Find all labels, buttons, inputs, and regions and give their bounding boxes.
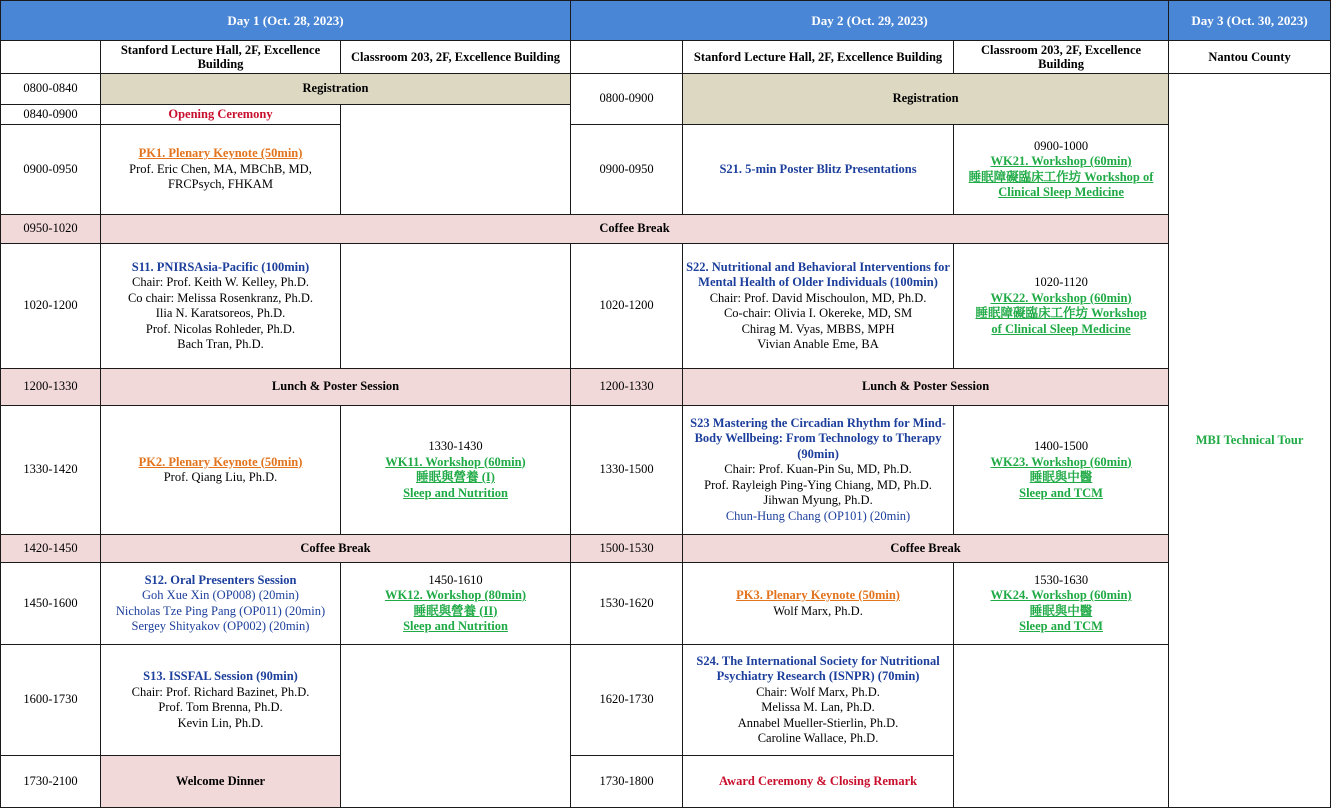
s12-line1: Goh Xue Xin (OP008) (20min) <box>142 588 299 602</box>
s11-line1: Chair: Prof. Keith W. Kelley, Ph.D. <box>132 275 309 289</box>
s24-line4: Caroline Wallace, Ph.D. <box>757 731 879 745</box>
wk23-title: WK23. Workshop (60min) <box>990 454 1132 469</box>
s13-line3: Kevin Lin, Ph.D. <box>177 715 264 730</box>
day1-pk2-cell <box>101 406 341 535</box>
day1-wk12-cell <box>341 563 571 645</box>
day2-s22-cell <box>683 244 954 369</box>
day2-s21-cell: S21. 5-min Poster Blitz Presentations <box>683 125 954 215</box>
day3-venue-nantou: Nantou County <box>1169 41 1331 74</box>
s24-line3: Annabel Mueller-Stierlin, Ph.D. <box>737 715 899 730</box>
wk23-en: Sleep and TCM <box>1019 485 1103 500</box>
day1-lunch: Lunch & Poster Session <box>101 369 571 406</box>
wk12-time: 1450-1610 <box>428 572 483 587</box>
wk12-title: WK12. Workshop (80min) <box>384 588 527 602</box>
day2-wk21-cell <box>954 125 1169 215</box>
pk3-speaker: Wolf Marx, Ph.D. <box>773 603 863 618</box>
day2-venue-stanford: Stanford Lecture Hall, 2F, Excellence Building <box>683 41 954 74</box>
wk24-time: 1530-1630 <box>1033 572 1089 587</box>
wk22-line1: 睡眠障礙臨床工作坊 Workshop <box>975 306 1147 320</box>
wk12-zh: 睡眠與營養 (II) <box>413 603 498 618</box>
day2-closing-ceremony: Award Ceremony & Closing Remark <box>683 756 954 808</box>
day1-s11-cell <box>101 244 341 369</box>
s11-line5: Bach Tran, Ph.D. <box>177 337 264 351</box>
day2-time-1530: 1530-1620 <box>571 563 683 645</box>
day3-header: Day 3 (Oct. 30, 2023) <box>1169 1 1331 41</box>
day1-wk11-cell <box>341 406 571 535</box>
s13-line2: Prof. Tom Brenna, Ph.D. <box>158 700 283 714</box>
pk3-title: PK3. Plenary Keynote (50min) <box>736 588 900 602</box>
s11-title: S11. PNIRSAsia-Pacific (100min) <box>131 259 310 274</box>
wk21-title: WK21. Workshop (60min) <box>990 154 1132 168</box>
day1-registration: Registration <box>101 74 571 105</box>
day1-time-0950: 0950-1020 <box>1 215 101 244</box>
day2-time-1330: 1330-1500 <box>571 406 683 535</box>
wk11-time: 1330-1430 <box>428 439 483 453</box>
s11-line4: Prof. Nicolas Rohleder, Ph.D. <box>145 321 296 336</box>
day2-wk24-cell <box>954 563 1169 645</box>
s24-line1: Chair: Wolf Marx, Ph.D. <box>756 684 880 699</box>
wk24-en: Sleep and TCM <box>1019 619 1103 633</box>
day1-header: Day 1 (Oct. 28, 2023) <box>1 1 571 41</box>
day1-time-1420: 1420-1450 <box>1 535 101 563</box>
day1-time-header <box>1 41 101 74</box>
day1-time-1730: 1730-2100 <box>1 756 101 808</box>
day1-classroom-empty-morning <box>341 105 571 215</box>
wk21-line1: 睡眠障礙臨床工作坊 Workshop of <box>968 169 1154 184</box>
wk11-title: WK11. Workshop (60min) <box>385 454 526 469</box>
day2-time-1730: 1730-1800 <box>571 756 683 808</box>
s11-line2: Co chair: Melissa Rosenkranz, Ph.D. <box>127 290 314 305</box>
day1-time-1600: 1600-1730 <box>1 645 101 756</box>
wk23-time: 1400-1500 <box>1033 439 1089 453</box>
day1-time-0800: 0800-0840 <box>1 74 101 105</box>
pk1-speaker-line2: FRCPsych, FHKAM <box>168 177 273 192</box>
day2-s24-cell <box>683 645 954 756</box>
day1-classroom-empty-1020 <box>341 244 571 369</box>
day1-welcome-dinner: Welcome Dinner <box>101 756 341 808</box>
day1-venue-classroom: Classroom 203, 2F, Excellence Building <box>341 41 571 74</box>
day1-time-0840: 0840-0900 <box>1 105 101 125</box>
s24-line2: Melissa M. Lan, Ph.D. <box>761 700 875 714</box>
pk1-title: PK1. Plenary Keynote (50min) <box>138 146 303 161</box>
wk11-en: Sleep and Nutrition <box>403 485 508 500</box>
s13-line1: Chair: Prof. Richard Bazinet, Ph.D. <box>131 684 310 699</box>
day1-s12-cell <box>101 563 341 645</box>
wk12-en: Sleep and Nutrition <box>403 619 508 633</box>
s23-line3: Jihwan Myung, Ph.D. <box>763 493 873 508</box>
day1-time-1200: 1200-1330 <box>1 369 101 406</box>
s23-line2: Prof. Rayleigh Ping-Ying Chiang, MD, Ph.D. <box>704 477 932 492</box>
day2-wk23-cell <box>954 406 1169 535</box>
pk2-speaker: Prof. Qiang Liu, Ph.D. <box>163 470 278 484</box>
day2-pk3-cell <box>683 563 954 645</box>
s23-line1: Chair: Prof. Kuan-Pin Su, MD, Ph.D. <box>724 462 912 477</box>
s12-title: S12. Oral Presenters Session <box>144 572 297 587</box>
s22-line4: Vivian Anable Eme, BA <box>757 337 879 351</box>
s22-line3: Chirag M. Vyas, MBBS, MPH <box>741 321 895 336</box>
wk22-title: WK22. Workshop (60min) <box>990 290 1132 305</box>
day1-time-1330: 1330-1420 <box>1 406 101 535</box>
day2-classroom-empty-evening <box>954 645 1169 808</box>
day1-opening-ceremony: Opening Ceremony <box>101 105 341 125</box>
day1-time-0900: 0900-0950 <box>1 125 101 215</box>
day2-time-0800: 0800-0900 <box>571 74 683 125</box>
day2-time-1200: 1200-1330 <box>571 369 683 406</box>
day1-coffee-afternoon: Coffee Break <box>101 535 571 563</box>
day2-s23-cell <box>683 406 954 535</box>
pk1-speaker-line1: Prof. Eric Chen, MA, MBChB, MD, <box>129 161 312 176</box>
wk24-zh: 睡眠與中醫 <box>1029 603 1093 618</box>
day2-time-header <box>571 41 683 74</box>
day1-pk1-cell <box>101 125 341 215</box>
day3-technical-tour: MBI Technical Tour <box>1169 74 1331 808</box>
s13-title: S13. ISSFAL Session (90min) <box>143 669 298 683</box>
wk21-line2: Clinical Sleep Medicine <box>998 185 1124 199</box>
day2-header: Day 2 (Oct. 29, 2023) <box>571 1 1169 41</box>
day2-coffee-afternoon: Coffee Break <box>683 535 1169 563</box>
pk2-title: PK2. Plenary Keynote (50min) <box>138 454 303 469</box>
s12-line3: Sergey Shityakov (OP002) (20min) <box>131 619 310 633</box>
wk22-line2: of Clinical Sleep Medicine <box>991 321 1131 336</box>
wk22-time: 1020-1120 <box>1034 275 1088 289</box>
day2-registration: Registration <box>683 74 1169 125</box>
wk11-zh: 睡眠與營養 (I) <box>416 470 495 484</box>
wk24-title: WK24. Workshop (60min) <box>990 588 1132 602</box>
coffee-break-morning: Coffee Break <box>101 215 1169 244</box>
s22-line2: Co-chair: Olivia I. Okereke, MD, SM <box>723 306 913 320</box>
day2-time-1620: 1620-1730 <box>571 645 683 756</box>
s12-line2: Nicholas Tze Ping Pang (OP011) (20min) <box>115 603 326 618</box>
wk21-time: 0900-1000 <box>1033 138 1089 153</box>
day2-lunch: Lunch & Poster Session <box>683 369 1169 406</box>
s24-title: S24. The International Society for Nutritional Psychiatry Research (ISNPR) (70min) <box>696 653 940 683</box>
day1-venue-stanford: Stanford Lecture Hall, 2F, Excellence Building <box>101 41 341 74</box>
day2-time-1020: 1020-1200 <box>571 244 683 369</box>
day1-s13-cell <box>101 645 341 756</box>
day2-venue-classroom: Classroom 203, 2F, Excellence Building <box>954 41 1169 74</box>
day1-time-1450: 1450-1600 <box>1 563 101 645</box>
s22-line1: Chair: Prof. David Mischoulon, MD, Ph.D. <box>709 290 927 305</box>
day2-time-1500: 1500-1530 <box>571 535 683 563</box>
day2-wk22-cell <box>954 244 1169 369</box>
s11-line3: Ilia N. Karatsoreos, Ph.D. <box>155 306 286 320</box>
s23-line4: Chun-Hung Chang (OP101) (20min) <box>725 508 911 523</box>
wk23-zh: 睡眠與中醫 <box>1029 470 1093 484</box>
s22-title: S22. Nutritional and Behavioral Interventions for Mental Health of Older Individuals (100min) <box>686 259 950 289</box>
day1-time-1020: 1020-1200 <box>1 244 101 369</box>
s23-title: S23 Mastering the Circadian Rhythm for Mind-Body Wellbeing: From Technology to Therapy (90min) <box>690 415 946 461</box>
day1-classroom-empty-evening <box>341 645 571 808</box>
day2-time-0900: 0900-0950 <box>571 125 683 215</box>
